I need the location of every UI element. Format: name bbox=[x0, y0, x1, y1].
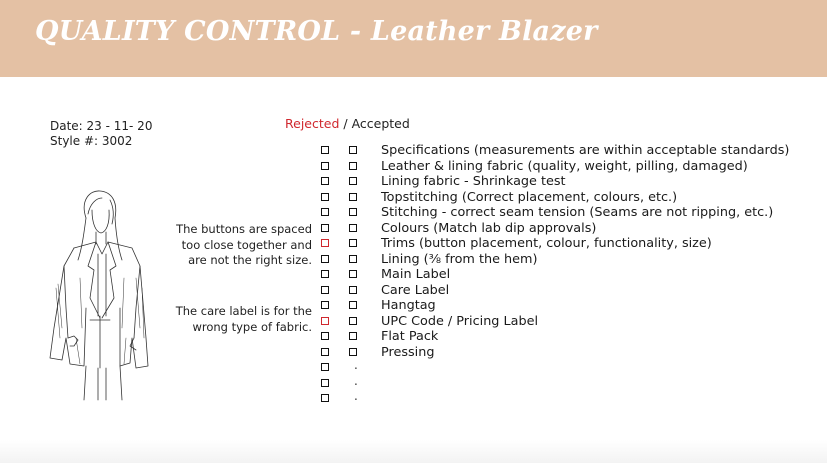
rejected-checkbox[interactable] bbox=[321, 255, 329, 263]
rejected-checkbox[interactable] bbox=[321, 208, 329, 216]
rejected-checkbox[interactable] bbox=[321, 193, 329, 201]
checklist-row bbox=[321, 315, 801, 331]
checklist-label: Main Label bbox=[381, 267, 451, 282]
rejected-checkbox-marked[interactable] bbox=[321, 317, 329, 325]
rejected-checkbox[interactable] bbox=[321, 301, 329, 309]
checklist-label: Pressing bbox=[381, 344, 435, 360]
rejected-checkbox[interactable] bbox=[321, 224, 329, 232]
note-trims: The buttons are spaced too close together and are not the right size. bbox=[176, 222, 312, 267]
checklist-label: Hangtag bbox=[381, 298, 436, 313]
accepted-checkbox[interactable] bbox=[349, 348, 357, 356]
blank-placeholder: . bbox=[354, 373, 358, 388]
blank-placeholder: . bbox=[354, 358, 358, 372]
rejected-checkbox[interactable] bbox=[321, 162, 329, 170]
checklist-row bbox=[321, 237, 801, 253]
checklist-row bbox=[321, 175, 801, 191]
legend-rejected: Rejected bbox=[285, 116, 340, 131]
checklist-row bbox=[321, 206, 801, 222]
accepted-checkbox[interactable] bbox=[349, 286, 357, 294]
rejected-checkbox[interactable] bbox=[321, 286, 329, 294]
checklist-label: Care Label bbox=[381, 282, 450, 298]
style-number-label: Style #: 3002 bbox=[50, 134, 133, 148]
blazer-sketch-illustration bbox=[40, 188, 155, 403]
page-title: QUALITY CONTROL - Leather Blazer bbox=[35, 16, 598, 47]
checklist-row bbox=[321, 160, 801, 176]
checklist-blank-row bbox=[321, 358, 801, 377]
checklist-row bbox=[321, 346, 801, 362]
rejected-checkbox-marked[interactable] bbox=[321, 239, 329, 247]
rejected-checkbox[interactable] bbox=[321, 363, 329, 371]
accepted-checkbox[interactable] bbox=[349, 177, 357, 185]
checklist-row bbox=[321, 299, 801, 315]
checklist-blank-row bbox=[321, 389, 801, 408]
accepted-checkbox[interactable] bbox=[349, 208, 357, 216]
checklist-label: Lining (⅜ from the hem) bbox=[381, 251, 538, 267]
checklist-label: Topstitching (Correct placement, colours, etc.) bbox=[381, 189, 678, 205]
checklist-label: Lining fabric - Shrinkage test bbox=[381, 174, 566, 189]
accepted-checkbox[interactable] bbox=[349, 162, 357, 170]
accepted-checkbox[interactable] bbox=[349, 224, 357, 232]
rejected-checkbox[interactable] bbox=[321, 332, 329, 340]
date-label: Date: 23 - 11- 20 bbox=[50, 119, 153, 133]
checklist-row bbox=[321, 330, 801, 346]
checklist-label: Trims (button placement, colour, functionality, size) bbox=[381, 236, 712, 251]
rejected-checkbox[interactable] bbox=[321, 379, 329, 387]
checklist-label: Stitching - correct seam tension (Seams are not ripping, etc.) bbox=[381, 205, 774, 220]
checklist-label: Leather & lining fabric (quality, weight, pilling, damaged) bbox=[381, 158, 748, 174]
accepted-checkbox[interactable] bbox=[349, 146, 357, 154]
blank-placeholder: . bbox=[354, 389, 358, 403]
accepted-checkbox[interactable] bbox=[349, 193, 357, 201]
note-upc-label: The care label is for the wrong type of fabric. bbox=[175, 304, 312, 334]
checklist-row bbox=[321, 253, 801, 269]
accepted-checkbox[interactable] bbox=[349, 317, 357, 325]
accepted-checkbox[interactable] bbox=[349, 332, 357, 340]
rejected-checkbox[interactable] bbox=[321, 270, 329, 278]
checklist-blank-row bbox=[321, 373, 801, 393]
rejected-checkbox[interactable] bbox=[321, 394, 329, 402]
accepted-checkbox[interactable] bbox=[349, 301, 357, 309]
accepted-checkbox[interactable] bbox=[349, 270, 357, 278]
checklist-label: Flat Pack bbox=[381, 329, 439, 344]
header-banner bbox=[0, 0, 827, 77]
checklist-label: UPC Code / Pricing Label bbox=[381, 313, 539, 329]
checklist-label: Colours (Match lab dip approvals) bbox=[381, 220, 597, 236]
rejected-checkbox[interactable] bbox=[321, 177, 329, 185]
checklist-row bbox=[321, 284, 801, 300]
legend-accepted: Accepted bbox=[351, 116, 410, 131]
checklist-row bbox=[321, 222, 801, 238]
accepted-checkbox[interactable] bbox=[349, 239, 357, 247]
status-legend bbox=[285, 116, 410, 131]
rejected-checkbox[interactable] bbox=[321, 348, 329, 356]
checklist-row bbox=[321, 144, 801, 160]
legend-separator: / bbox=[343, 116, 348, 131]
checklist-row bbox=[321, 268, 801, 284]
bottom-shadow bbox=[0, 440, 827, 463]
checklist-label: Specifications (measurements are within acceptable standards) bbox=[381, 143, 790, 158]
checklist-row bbox=[321, 191, 801, 207]
rejected-checkbox[interactable] bbox=[321, 146, 329, 154]
accepted-checkbox[interactable] bbox=[349, 255, 357, 263]
